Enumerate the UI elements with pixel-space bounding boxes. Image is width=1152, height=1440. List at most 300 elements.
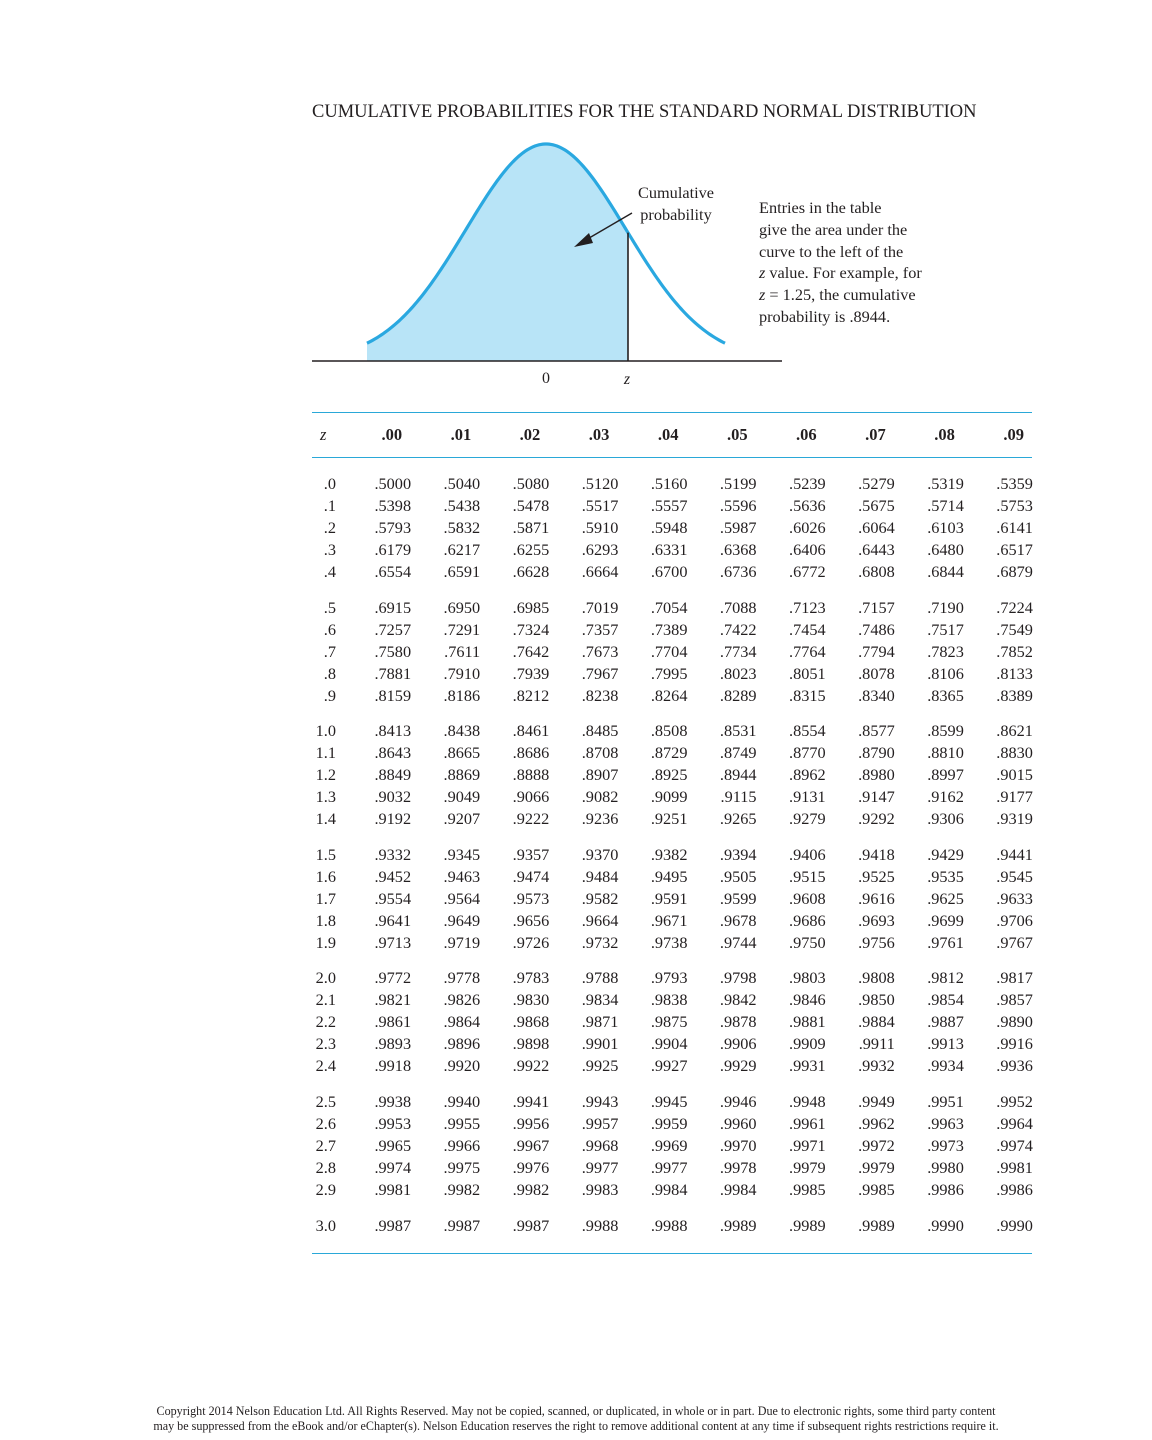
probability-cell: .9345 — [443, 844, 481, 864]
table-row — [312, 1055, 1032, 1077]
probability-cell: .9441 — [996, 844, 1033, 864]
probability-cell: .5438 — [443, 496, 481, 515]
probability-cell: .8830 — [996, 743, 1033, 763]
z-value-cell: 1.4 — [315, 809, 336, 829]
probability-cell: .9767 — [996, 932, 1033, 952]
probability-cell: .9887 — [927, 1012, 964, 1032]
z-value-cell: 2.2 — [315, 1012, 336, 1032]
z-value-cell: 3.0 — [315, 1215, 336, 1235]
probability-cell: .7764 — [789, 641, 826, 661]
probability-cell: .7823 — [927, 641, 964, 661]
probability-cell: .8340 — [858, 685, 895, 705]
probability-cell: .9977 — [581, 1157, 619, 1177]
probability-cell: .6915 — [374, 597, 412, 617]
probability-cell: .9989 — [719, 1215, 757, 1235]
z-value-cell: .5 — [323, 597, 336, 617]
probability-cell: .9984 — [719, 1179, 757, 1199]
z-value-cell: 1.2 — [315, 765, 336, 785]
probability-cell: .9545 — [996, 866, 1033, 886]
probability-cell: .9878 — [719, 1012, 757, 1032]
probability-cell: .9962 — [858, 1113, 895, 1133]
explanation-note — [759, 197, 989, 328]
table-row — [312, 932, 1032, 954]
probability-cell: .9564 — [443, 888, 481, 908]
z-value-cell: 2.7 — [315, 1135, 336, 1155]
probability-cell: .9931 — [789, 1056, 826, 1076]
probability-cell: .9965 — [374, 1135, 412, 1155]
probability-cell: .9850 — [858, 990, 895, 1010]
table-row — [312, 1215, 1032, 1237]
table-row — [312, 539, 1032, 561]
row-group — [312, 1091, 1032, 1201]
probability-cell: .6736 — [719, 562, 757, 581]
probability-cell: .9625 — [927, 888, 964, 908]
probability-cell: .7642 — [512, 641, 550, 661]
probability-cell: .9778 — [443, 968, 481, 988]
probability-cell: .8925 — [650, 765, 688, 785]
probability-cell: .9357 — [512, 844, 550, 864]
table-row — [312, 1091, 1032, 1113]
probability-cell: .6879 — [996, 562, 1033, 581]
probability-cell: .9925 — [581, 1056, 619, 1076]
column-header: .01 — [450, 425, 472, 444]
z-column-header: z — [320, 425, 327, 444]
probability-cell: .9857 — [996, 990, 1033, 1010]
probability-cell: .9920 — [443, 1056, 481, 1076]
probability-cell: .9982 — [443, 1179, 481, 1199]
probability-cell: .8790 — [858, 743, 895, 763]
probability-cell: .9406 — [789, 844, 826, 864]
probability-cell: .9292 — [858, 809, 895, 829]
normal-curve-figure — [300, 135, 800, 395]
probability-cell: .9649 — [443, 910, 481, 930]
probability-cell: .9732 — [581, 932, 619, 952]
probability-cell: .6985 — [512, 597, 550, 617]
z-value-cell: 1.5 — [315, 844, 336, 864]
column-header: .00 — [381, 425, 403, 444]
probability-cell: .9332 — [374, 844, 412, 864]
probability-cell: .8413 — [374, 721, 412, 741]
probability-cell: .5517 — [581, 496, 619, 515]
table-row — [312, 1113, 1032, 1135]
probability-cell: .9969 — [650, 1135, 688, 1155]
z-value-cell: .8 — [323, 663, 336, 683]
probability-cell: .5160 — [650, 474, 688, 493]
probability-cell: .9719 — [443, 932, 481, 952]
z-value-cell: .7 — [323, 641, 336, 661]
probability-cell: .9207 — [443, 809, 481, 829]
probability-cell: .9599 — [719, 888, 757, 908]
probability-cell: .9975 — [443, 1157, 481, 1177]
probability-cell: .9977 — [650, 1157, 688, 1177]
probability-cell: .9945 — [650, 1091, 688, 1111]
probability-cell: .5040 — [443, 474, 481, 493]
z-value-cell: 2.1 — [315, 990, 336, 1010]
probability-cell: .9099 — [650, 787, 688, 807]
callout-label-line1: Cumulative — [638, 183, 714, 202]
probability-cell: .9750 — [789, 932, 826, 952]
probability-cell: .6064 — [858, 518, 895, 537]
probability-cell: .9986 — [927, 1179, 964, 1199]
probability-cell: .9582 — [581, 888, 619, 908]
probability-cell: .9821 — [374, 990, 412, 1010]
probability-cell: .5636 — [789, 496, 826, 515]
probability-cell: .9988 — [581, 1215, 619, 1235]
probability-cell: .9987 — [512, 1215, 550, 1235]
probability-cell: .9525 — [858, 866, 895, 886]
probability-cell: .7967 — [581, 663, 619, 683]
probability-cell: .6700 — [650, 562, 688, 581]
probability-cell: .9452 — [374, 866, 412, 886]
probability-cell: .5000 — [374, 474, 412, 493]
probability-cell: .8531 — [719, 721, 757, 741]
probability-cell: .5714 — [927, 496, 964, 515]
axis-z-label: z — [623, 371, 631, 388]
probability-cell: .6141 — [996, 518, 1033, 537]
row-group — [312, 1215, 1032, 1237]
probability-cell: .9664 — [581, 910, 619, 930]
probability-cell: .8159 — [374, 685, 412, 705]
probability-cell: .8869 — [443, 765, 481, 785]
probability-cell: .8023 — [719, 663, 757, 683]
probability-cell: .9898 — [512, 1034, 550, 1054]
table-row — [312, 808, 1032, 830]
probability-cell: .9306 — [927, 809, 964, 829]
probability-cell: .9981 — [374, 1179, 412, 1199]
probability-cell: .9985 — [858, 1179, 895, 1199]
row-group — [312, 720, 1032, 830]
probability-cell: .9941 — [512, 1091, 550, 1111]
probability-cell: .5398 — [374, 496, 412, 515]
z-value-cell: 1.3 — [315, 787, 336, 807]
probability-cell: .9803 — [789, 968, 826, 988]
probability-cell: .6950 — [443, 597, 481, 617]
probability-cell: .7794 — [858, 641, 895, 661]
probability-cell: .9783 — [512, 968, 550, 988]
probability-cell: .6480 — [927, 540, 964, 559]
probability-cell: .7324 — [512, 619, 550, 639]
column-header: .09 — [1003, 425, 1024, 444]
probability-cell: .9890 — [996, 1012, 1033, 1032]
probability-cell: .9738 — [650, 932, 688, 952]
note-z-var: z — [759, 285, 766, 305]
probability-cell: .9983 — [581, 1179, 619, 1199]
probability-cell: .8749 — [719, 743, 757, 763]
probability-cell: .9896 — [443, 1034, 481, 1054]
probability-cell: .8186 — [443, 685, 481, 705]
z-value-cell: .2 — [323, 518, 336, 537]
probability-cell: .9693 — [858, 910, 895, 930]
probability-cell: .9972 — [858, 1135, 895, 1155]
probability-cell: .8389 — [996, 685, 1033, 705]
probability-cell: .7704 — [650, 641, 688, 661]
probability-cell: .6772 — [789, 562, 826, 581]
table-row — [312, 685, 1032, 707]
probability-cell: .9279 — [789, 809, 826, 829]
probability-cell: .9251 — [650, 809, 688, 829]
probability-cell: .9131 — [789, 787, 826, 807]
table-row — [312, 866, 1032, 888]
probability-cell: .9535 — [927, 866, 964, 886]
probability-cell: .7291 — [443, 619, 481, 639]
probability-cell: .7852 — [996, 641, 1033, 661]
probability-cell: .6331 — [650, 540, 688, 559]
probability-cell: .9904 — [650, 1034, 688, 1054]
table-row — [312, 641, 1032, 663]
table-row — [312, 1179, 1032, 1201]
probability-cell: .9963 — [927, 1113, 964, 1133]
probability-cell: .9162 — [927, 787, 964, 807]
z-value-cell: 2.6 — [315, 1113, 336, 1133]
probability-cell: .9979 — [789, 1157, 826, 1177]
row-group — [312, 597, 1032, 707]
probability-cell: .5478 — [512, 496, 550, 515]
probability-cell: .9418 — [858, 844, 895, 864]
probability-cell: .6179 — [374, 540, 412, 559]
note-text: = 1.25, the cumulative — [765, 285, 916, 305]
cumulative-area — [367, 144, 628, 361]
probability-cell: .6443 — [858, 540, 895, 559]
probability-cell: .6293 — [581, 540, 619, 559]
probability-cell: .6808 — [858, 562, 895, 581]
copyright-notice — [0, 1404, 1152, 1434]
probability-cell: .7257 — [374, 619, 412, 639]
row-group — [312, 844, 1032, 954]
probability-cell: .8962 — [789, 765, 826, 785]
probability-cell: .9967 — [512, 1135, 550, 1155]
probability-cell: .9955 — [443, 1113, 481, 1133]
column-header: .03 — [588, 425, 610, 444]
probability-cell: .9808 — [858, 968, 895, 988]
probability-cell: .9990 — [996, 1215, 1033, 1235]
probability-cell: .8264 — [650, 685, 688, 705]
probability-cell: .9686 — [789, 910, 826, 930]
probability-cell: .9826 — [443, 990, 481, 1010]
probability-cell: .5199 — [719, 474, 757, 493]
probability-cell: .7422 — [719, 619, 757, 639]
probability-cell: .8997 — [927, 765, 964, 785]
probability-cell: .6628 — [512, 562, 550, 581]
z-value-cell: 1.9 — [315, 932, 336, 952]
probability-cell: .5987 — [719, 518, 757, 537]
probability-cell: .7881 — [374, 663, 412, 683]
probability-cell: .8770 — [789, 743, 826, 763]
table-row — [312, 1135, 1032, 1157]
table-row — [312, 1033, 1032, 1055]
probability-cell: .9429 — [927, 844, 964, 864]
probability-cell: .8315 — [789, 685, 826, 705]
z-value-cell: 1.0 — [315, 721, 336, 741]
probability-cell: .8365 — [927, 685, 964, 705]
table-header — [312, 413, 1032, 458]
probability-cell: .9893 — [374, 1034, 412, 1054]
probability-cell: .9573 — [512, 888, 550, 908]
probability-cell: .7517 — [927, 619, 964, 639]
copyright-line: Copyright 2014 Nelson Education Ltd. All Rights Reserved. May not be copied, scanned, or duplicated, in whole or in part. Due to electronic rights, some third party content — [156, 1404, 996, 1418]
probability-cell: .9980 — [927, 1157, 964, 1177]
probability-cell: .9798 — [719, 968, 757, 988]
page-title: CUMULATIVE PROBABILITIES FOR THE STANDARD NORMAL DISTRIBUTION — [312, 102, 977, 122]
probability-cell: .9505 — [719, 866, 757, 886]
probability-cell: .9990 — [927, 1215, 964, 1235]
probability-cell: .9319 — [996, 809, 1033, 829]
probability-cell: .9978 — [719, 1157, 757, 1177]
probability-cell: .9515 — [789, 866, 826, 886]
z-value-cell: 2.3 — [315, 1034, 336, 1054]
table-row — [312, 1011, 1032, 1033]
probability-cell: .9793 — [650, 968, 688, 988]
probability-cell: .9949 — [858, 1091, 895, 1111]
note-line: give the area under the — [759, 219, 908, 239]
probability-cell: .6554 — [374, 562, 412, 581]
probability-cell: .5871 — [512, 518, 550, 537]
probability-cell: .9484 — [581, 866, 619, 886]
z-value-cell: 2.8 — [315, 1157, 336, 1177]
probability-cell: .9788 — [581, 968, 619, 988]
table-row — [312, 742, 1032, 764]
z-value-cell: .0 — [323, 474, 336, 493]
table-row — [312, 663, 1032, 685]
probability-cell: .9961 — [789, 1113, 826, 1133]
row-group — [312, 473, 1032, 583]
probability-cell: .9989 — [858, 1215, 895, 1235]
probability-cell: .9987 — [374, 1215, 412, 1235]
probability-cell: .7611 — [444, 641, 481, 661]
probability-cell: .9222 — [512, 809, 550, 829]
probability-cell: .9938 — [374, 1091, 412, 1111]
table-row — [312, 786, 1032, 808]
probability-cell: .5675 — [858, 496, 895, 515]
note-line: Entries in the table — [759, 198, 882, 217]
z-value-cell: 2.9 — [315, 1179, 336, 1199]
probability-cell: .5832 — [443, 518, 481, 537]
probability-cell: .9957 — [581, 1113, 619, 1133]
probability-cell: .9032 — [374, 787, 412, 807]
probability-cell: .7734 — [719, 641, 757, 661]
note-line — [759, 262, 989, 284]
probability-cell: .9756 — [858, 932, 895, 952]
probability-cell: .9463 — [443, 866, 481, 886]
probability-cell: .5910 — [581, 518, 619, 537]
probability-cell: .6217 — [443, 540, 481, 559]
note-line — [759, 284, 989, 306]
probability-cell: .9861 — [374, 1012, 412, 1032]
probability-cell: .7486 — [858, 619, 895, 639]
probability-cell: .9986 — [996, 1179, 1033, 1199]
probability-cell: .7995 — [650, 663, 688, 683]
probability-cell: .9911 — [858, 1034, 895, 1054]
z-table — [312, 412, 1032, 1254]
column-header: .05 — [726, 425, 748, 444]
probability-cell: .9382 — [650, 844, 688, 864]
probability-cell: .9082 — [581, 787, 619, 807]
probability-cell: .9964 — [996, 1113, 1033, 1133]
probability-cell: .9987 — [443, 1215, 481, 1235]
z-value-cell: .4 — [323, 562, 336, 581]
probability-cell: .9394 — [719, 844, 757, 864]
probability-cell: .8849 — [374, 765, 412, 785]
probability-cell: .5239 — [789, 474, 826, 493]
probability-cell: .9678 — [719, 910, 757, 930]
probability-cell: .8438 — [443, 721, 481, 741]
probability-cell: .9616 — [858, 888, 895, 908]
z-value-cell: .1 — [323, 496, 336, 515]
probability-cell: .7123 — [789, 597, 826, 617]
probability-cell: .6368 — [719, 540, 757, 559]
probability-cell: .9913 — [927, 1034, 964, 1054]
z-value-cell: 2.4 — [315, 1056, 336, 1076]
probability-cell: .9744 — [719, 932, 757, 952]
probability-cell: .9066 — [512, 787, 550, 807]
probability-cell: .9982 — [512, 1179, 550, 1199]
probability-cell: .9236 — [581, 809, 619, 829]
probability-cell: .9973 — [927, 1135, 964, 1155]
probability-cell: .7580 — [374, 641, 412, 661]
probability-cell: .9951 — [927, 1091, 964, 1111]
normal-curve-svg — [300, 135, 800, 395]
probability-cell: .8461 — [512, 721, 550, 741]
probability-cell: .9115 — [720, 787, 757, 807]
probability-cell: .8485 — [581, 721, 619, 741]
z-value-cell: 1.8 — [315, 910, 336, 930]
probability-cell: .9946 — [719, 1091, 757, 1111]
probability-cell: .9952 — [996, 1091, 1033, 1111]
probability-cell: .9971 — [789, 1135, 826, 1155]
z-value-cell: 1.7 — [315, 888, 336, 908]
probability-cell: .9943 — [581, 1091, 619, 1111]
probability-cell: .5793 — [374, 518, 412, 537]
probability-cell: .9979 — [858, 1157, 895, 1177]
z-value-cell: .9 — [323, 685, 336, 705]
table-row — [312, 888, 1032, 910]
probability-cell: .9974 — [374, 1157, 412, 1177]
probability-cell: .6664 — [581, 562, 619, 581]
probability-cell: .9854 — [927, 990, 964, 1010]
probability-cell: .5557 — [650, 496, 688, 515]
probability-cell: .8599 — [927, 721, 964, 741]
probability-cell: .8810 — [927, 743, 964, 763]
probability-cell: .6844 — [927, 562, 964, 581]
probability-cell: .9922 — [512, 1056, 550, 1076]
callout-label-line2: probability — [640, 205, 712, 224]
probability-cell: .9940 — [443, 1091, 481, 1111]
z-value-cell: 1.1 — [315, 743, 336, 763]
table-row — [312, 910, 1032, 932]
probability-cell: .9976 — [512, 1157, 550, 1177]
probability-cell: .9960 — [719, 1113, 757, 1133]
z-value-cell: 1.6 — [315, 866, 336, 886]
column-header: .07 — [865, 425, 886, 444]
probability-cell: .9901 — [581, 1034, 619, 1054]
table-row — [312, 989, 1032, 1011]
probability-cell: .5948 — [650, 518, 688, 537]
table-row — [312, 473, 1032, 495]
probability-cell: .8078 — [858, 663, 895, 683]
probability-cell: .6026 — [789, 518, 826, 537]
table-row — [312, 764, 1032, 786]
probability-cell: .9772 — [374, 968, 412, 988]
probability-cell: .7357 — [581, 619, 619, 639]
probability-cell: .6591 — [443, 562, 481, 581]
note-line: probability is .8944. — [759, 306, 891, 326]
z-value-cell: .6 — [323, 619, 336, 639]
probability-cell: .6406 — [789, 540, 826, 559]
probability-cell: .9906 — [719, 1034, 757, 1054]
probability-cell: .8212 — [512, 685, 550, 705]
probability-cell: .9981 — [996, 1157, 1033, 1177]
probability-cell: .9989 — [789, 1215, 826, 1235]
row-group — [312, 967, 1032, 1077]
